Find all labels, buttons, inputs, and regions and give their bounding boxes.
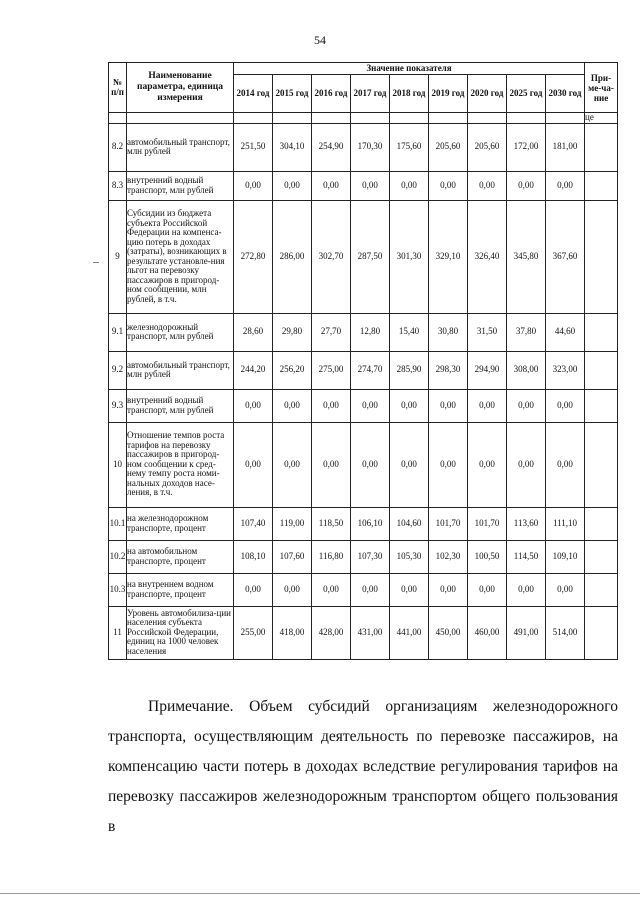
value-cell: 0,00 <box>273 171 312 200</box>
value-cell: 0,00 <box>234 422 273 507</box>
row-number: 10.1 <box>109 507 127 540</box>
header-year: 2018 год <box>390 75 429 113</box>
value-cell: 107,60 <box>273 540 312 573</box>
row-name: внутренний водный транспорт, млн рублей <box>127 171 234 200</box>
row-name: железнодорожный транспорт, млн рублей <box>127 313 234 351</box>
value-cell: 326,40 <box>468 200 507 313</box>
value-cell: 0,00 <box>468 389 507 422</box>
row-number: 10 <box>109 422 127 507</box>
value-cell: 0,00 <box>351 573 390 606</box>
value-cell: 0,00 <box>351 171 390 200</box>
value-cell: 431,00 <box>351 606 390 659</box>
value-cell: 244,20 <box>234 351 273 389</box>
row-number: 11 <box>109 606 127 659</box>
value-cell: 205,60 <box>429 123 468 171</box>
value-cell: 0,00 <box>390 573 429 606</box>
row-name: на железнодорожном транспорте, процент <box>127 507 234 540</box>
table-row <box>109 540 618 573</box>
value-cell: 272,80 <box>234 200 273 313</box>
value-cell: 0,00 <box>429 422 468 507</box>
value-cell: 105,30 <box>390 540 429 573</box>
row-number: 8.3 <box>109 171 127 200</box>
value-cell: 104,60 <box>390 507 429 540</box>
header-note: При-ме-ча-ние <box>585 63 618 113</box>
value-cell: 329,10 <box>429 200 468 313</box>
table-row <box>109 313 618 351</box>
row-number: 10.2 <box>109 540 127 573</box>
value-cell: 111,10 <box>546 507 585 540</box>
value-cell: 205,60 <box>468 123 507 171</box>
note-cell <box>585 540 618 573</box>
margin-dash <box>93 262 99 263</box>
value-cell: 0,00 <box>312 389 351 422</box>
row-name: внутренний водный транспорт, млн рублей <box>127 389 234 422</box>
value-cell: 108,10 <box>234 540 273 573</box>
value-cell: 0,00 <box>273 573 312 606</box>
value-cell: 0,00 <box>234 573 273 606</box>
row-number: 9 <box>109 200 127 313</box>
value-cell: 460,00 <box>468 606 507 659</box>
value-cell: 0,00 <box>429 389 468 422</box>
value-cell: 251,50 <box>234 123 273 171</box>
value-cell: 323,00 <box>546 351 585 389</box>
header-num: № п/п <box>109 63 127 113</box>
table-row <box>109 389 618 422</box>
value-cell: 101,70 <box>468 507 507 540</box>
note-cell <box>585 573 618 606</box>
value-cell: 0,00 <box>312 422 351 507</box>
value-cell: 100,50 <box>468 540 507 573</box>
continuation-row <box>109 113 618 124</box>
value-cell: 15,40 <box>390 313 429 351</box>
value-cell: 304,10 <box>273 123 312 171</box>
value-cell: 181,00 <box>546 123 585 171</box>
value-cell: 286,00 <box>273 200 312 313</box>
value-cell: 0,00 <box>468 171 507 200</box>
note-cell <box>585 351 618 389</box>
table-row <box>109 171 618 200</box>
value-cell: 102,30 <box>429 540 468 573</box>
value-cell: 0,00 <box>429 573 468 606</box>
value-cell: 116,80 <box>312 540 351 573</box>
value-cell: 428,00 <box>312 606 351 659</box>
value-cell: 44,60 <box>546 313 585 351</box>
note-cell <box>585 313 618 351</box>
row-name: автомобильный транспорт, млн рублей <box>127 123 234 171</box>
value-cell: 491,00 <box>507 606 546 659</box>
row-number: 10.3 <box>109 573 127 606</box>
header-year: 2017 год <box>351 75 390 113</box>
value-cell: 101,70 <box>429 507 468 540</box>
value-cell: 28,60 <box>234 313 273 351</box>
value-cell: 0,00 <box>468 573 507 606</box>
value-cell: 308,00 <box>507 351 546 389</box>
header-value-group: Значение показателя <box>234 63 585 75</box>
value-cell: 0,00 <box>390 389 429 422</box>
value-cell: 107,40 <box>234 507 273 540</box>
row-number: 9.1 <box>109 313 127 351</box>
value-cell: 119,00 <box>273 507 312 540</box>
note-cell <box>585 507 618 540</box>
value-cell: 0,00 <box>234 171 273 200</box>
table-row <box>109 507 618 540</box>
value-cell: 274,70 <box>351 351 390 389</box>
value-cell: 0,00 <box>546 171 585 200</box>
value-cell: 170,30 <box>351 123 390 171</box>
value-cell: 0,00 <box>507 389 546 422</box>
row-number: 9.2 <box>109 351 127 389</box>
value-cell: 514,00 <box>546 606 585 659</box>
value-cell: 0,00 <box>546 389 585 422</box>
bottom-rule <box>0 893 640 894</box>
value-cell: 285,90 <box>390 351 429 389</box>
row-name: Субсидии из бюджета субъекта Российской Федерации на компенса-цию потерь в доходах (затраты), возникающих в результате установле-ния льгот на перевозку пассажиров в пригород-ном сообщении, млн рублей, в т.ч. <box>127 200 234 313</box>
value-cell: 114,50 <box>507 540 546 573</box>
header-year: 2019 год <box>429 75 468 113</box>
value-cell: 113,60 <box>507 507 546 540</box>
value-cell: 0,00 <box>312 573 351 606</box>
table-row <box>109 606 618 659</box>
value-cell: 107,30 <box>351 540 390 573</box>
value-cell: 0,00 <box>390 171 429 200</box>
header-year: 2030 год <box>546 75 585 113</box>
row-name: Отношение темпов роста тарифов на перевозку пассажиров в пригород-ном сообщении к сред-нему темпу роста номи-нальных доходов насе-ления, в т.ч. <box>127 422 234 507</box>
value-cell: 441,00 <box>390 606 429 659</box>
row-number: 9.3 <box>109 389 127 422</box>
note-paragraph: Примечание. Объем субсидий организациям железнодорожного транспорта, осуществляющим деятельность по перевозке пассажиров, на компенсацию части потерь в доходах вследствие регулирования тарифов на перевозку пассажиров железнодорожным транспортом общего пользования в <box>108 698 618 835</box>
row-name: Уровень автомобилиза-ции населения субъекта Российской Федерации, единиц на 1000 человек населения <box>127 606 234 659</box>
value-cell: 0,00 <box>507 573 546 606</box>
row-name: автомобильный транспорт, млн рублей <box>127 351 234 389</box>
note-cell <box>585 422 618 507</box>
table-row <box>109 573 618 606</box>
value-cell: 256,20 <box>273 351 312 389</box>
value-cell: 255,00 <box>234 606 273 659</box>
value-cell: 31,50 <box>468 313 507 351</box>
value-cell: 254,90 <box>312 123 351 171</box>
value-cell: 294,90 <box>468 351 507 389</box>
value-cell: 275,00 <box>312 351 351 389</box>
value-cell: 0,00 <box>546 422 585 507</box>
table-row <box>109 123 618 171</box>
value-cell: 0,00 <box>234 389 273 422</box>
header-year: 2014 год <box>234 75 273 113</box>
value-cell: 27,70 <box>312 313 351 351</box>
value-cell: 0,00 <box>312 171 351 200</box>
value-cell: 302,70 <box>312 200 351 313</box>
value-cell: 30,80 <box>429 313 468 351</box>
row-number: 8.2 <box>109 123 127 171</box>
table-row <box>109 351 618 389</box>
value-cell: 298,30 <box>429 351 468 389</box>
value-cell: 0,00 <box>273 389 312 422</box>
row-name: на автомобильном транспорте, процент <box>127 540 234 573</box>
note-cell <box>585 606 618 659</box>
value-cell: 345,80 <box>507 200 546 313</box>
value-cell: 109,10 <box>546 540 585 573</box>
value-cell: 118,50 <box>312 507 351 540</box>
header-year: 2020 год <box>468 75 507 113</box>
value-cell: 0,00 <box>507 422 546 507</box>
value-cell: 0,00 <box>351 389 390 422</box>
row-name: на внутреннем водном транспорте, процент <box>127 573 234 606</box>
value-cell: 418,00 <box>273 606 312 659</box>
value-cell: 0,00 <box>429 171 468 200</box>
value-cell: 301,30 <box>390 200 429 313</box>
value-cell: 29,80 <box>273 313 312 351</box>
table-row <box>109 422 618 507</box>
value-cell: 0,00 <box>390 422 429 507</box>
value-cell: 0,00 <box>351 422 390 507</box>
value-cell: 0,00 <box>468 422 507 507</box>
value-cell: 287,50 <box>351 200 390 313</box>
continuation-note: це <box>585 113 618 124</box>
value-cell: 0,00 <box>273 422 312 507</box>
value-cell: 0,00 <box>507 171 546 200</box>
value-cell: 367,60 <box>546 200 585 313</box>
value-cell: 450,00 <box>429 606 468 659</box>
note-cell <box>585 389 618 422</box>
note-cell <box>585 123 618 171</box>
value-cell: 106,10 <box>351 507 390 540</box>
note-cell <box>585 200 618 313</box>
note-cell <box>585 171 618 200</box>
header-year: 2015 год <box>273 75 312 113</box>
value-cell: 172,00 <box>507 123 546 171</box>
header-name: Наименование параметра, единица измерения <box>127 63 234 113</box>
header-year: 2016 год <box>312 75 351 113</box>
value-cell: 37,80 <box>507 313 546 351</box>
value-cell: 0,00 <box>546 573 585 606</box>
value-cell: 175,60 <box>390 123 429 171</box>
value-cell: 12,80 <box>351 313 390 351</box>
indicators-table <box>108 62 618 660</box>
page-number: 54 <box>314 33 326 47</box>
header-year: 2025 год <box>507 75 546 113</box>
table-row <box>109 200 618 313</box>
